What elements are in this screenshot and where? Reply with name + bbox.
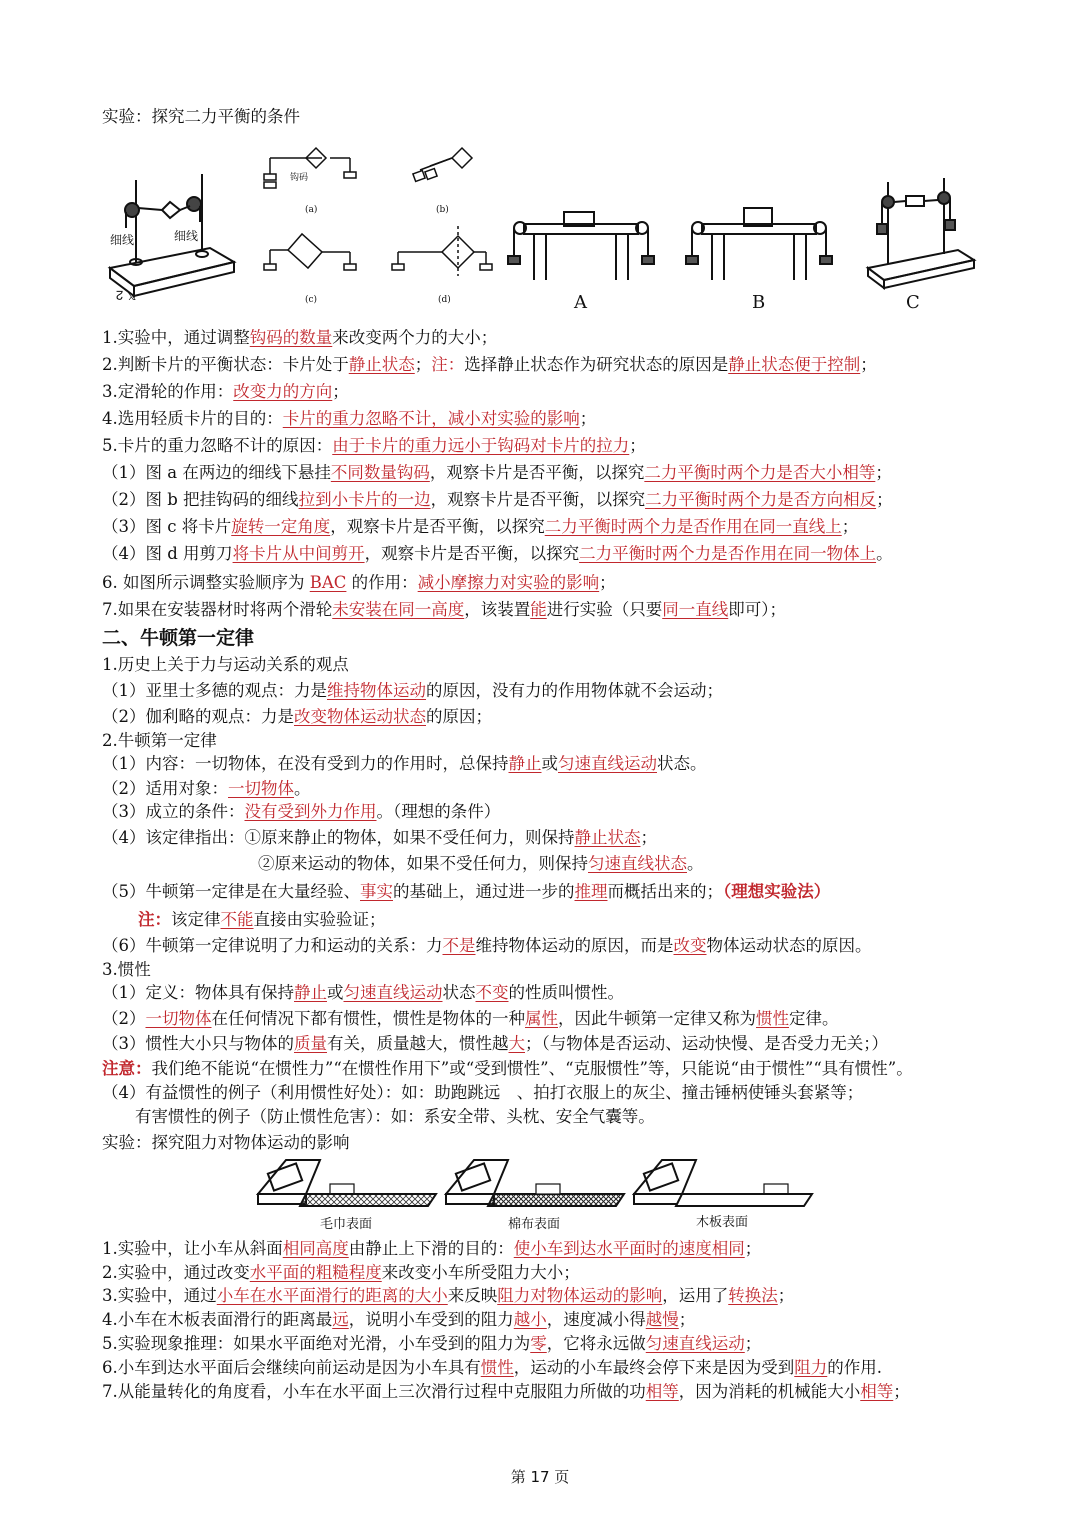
s2-item <box>102 1105 1002 1129</box>
text-segment: 状态。 <box>657 754 707 773</box>
s3-item <box>102 1237 1002 1261</box>
text-segment: 1.历史上关于力与运动关系的观点 <box>102 655 349 674</box>
text-segment: ，该装置 <box>464 600 531 619</box>
text-segment: ，观察卡片是否平衡，以探究 <box>430 490 646 509</box>
answer-blank: 静止状态 <box>574 828 641 847</box>
answer-blank: 匀速直线运动 <box>558 754 657 773</box>
text-segment: 来改变小车所受阻力大小； <box>381 1263 580 1282</box>
note-label: （理想实验法） <box>723 882 831 901</box>
s1-item <box>102 326 1002 350</box>
s2-note <box>138 908 1038 932</box>
text-segment: ，速度减小得 <box>546 1310 646 1329</box>
s2-item <box>102 800 1002 824</box>
text-segment: 有关，质量越大，惯性越 <box>327 1034 509 1053</box>
text-segment: ②原来运动的物体，如果不受任何力，则保持 <box>258 854 588 873</box>
answer-blank: 改变 <box>673 936 707 955</box>
text-segment: 4.小车在木板表面滑行的距离最 <box>102 1310 333 1329</box>
answer-blank: 由于卡片的重力远小于钩码对卡片的拉力 <box>332 436 630 455</box>
text-segment: 或 <box>327 983 344 1002</box>
answer-blank: 阻力 <box>794 1358 828 1377</box>
s2-item <box>102 981 1002 1005</box>
s2-item <box>102 826 1002 850</box>
answer-blank: 事实 <box>360 882 393 901</box>
experiment-title-balance: 实验：探究二力平衡的条件 <box>102 107 300 126</box>
answer-blank: 不是 <box>442 936 476 955</box>
text-segment: 的作用. <box>827 1358 882 1377</box>
s2-item <box>102 752 1002 776</box>
fig-label-a: (a) <box>305 205 318 215</box>
fig-label-A: A <box>574 292 587 313</box>
text-segment: 3.惯性 <box>102 960 151 979</box>
text-segment: ； <box>893 1382 910 1401</box>
text-segment: 3.实验中，通过 <box>102 1286 217 1305</box>
answer-blank: 越慢 <box>645 1310 679 1329</box>
s1-item <box>102 515 1002 539</box>
text-segment: 物体运动状态的原因。 <box>706 936 872 955</box>
text-segment: 的性质叫惯性。 <box>508 983 624 1002</box>
text-segment: 。 <box>687 854 704 873</box>
text-segment: （4）该定律指出：①原来静止的物体，如果不受任何力，则保持 <box>102 828 575 847</box>
text-segment: （4）图 d 用剪刀 <box>102 544 233 563</box>
answer-blank: 匀速直线状态 <box>588 854 687 873</box>
answer-blank: 同一直线 <box>662 600 729 619</box>
text-segment: ； <box>640 828 657 847</box>
text-segment: 5.卡片的重力忽略不计的原因： <box>102 436 333 455</box>
text-segment: 3.定滑轮的作用： <box>102 382 234 401</box>
text-segment: ，观察卡片是否平衡，以探究 <box>330 517 545 536</box>
text-segment: （4）有益惯性的例子（利用惯性好处）：如：助跑跳远 、拍打衣服上的灰尘、撞击锤柄使锤头套紧等； <box>102 1083 864 1102</box>
s1-item <box>102 380 1002 404</box>
text-segment: ； <box>860 355 877 374</box>
text-segment: （3）图 c 将卡片 <box>102 517 232 536</box>
s1-item <box>102 488 1002 512</box>
text-segment: 。（理想的条件） <box>376 802 501 821</box>
answer-blank: 静止 <box>508 754 542 773</box>
answer-blank: 改变力的方向 <box>233 382 333 401</box>
text-segment: ； <box>777 1286 795 1305</box>
answer-blank: 未安装在同一高度 <box>332 600 465 619</box>
text-segment: ，运动的小车最终会停下来是因为受到 <box>513 1358 795 1377</box>
answer-blank: 属性 <box>525 1009 558 1028</box>
card-diagram-c <box>264 234 356 305</box>
answer-blank: 二力平衡时两个力是否大小相等 <box>644 463 876 482</box>
s3-item <box>102 1380 1002 1404</box>
table-apparatus-b <box>686 208 832 313</box>
s2-item <box>102 729 1002 753</box>
text-segment: 1.实验中，通过调整 <box>102 328 250 347</box>
text-segment: （3）成立的条件： <box>102 802 245 821</box>
text-segment: ； <box>599 573 616 592</box>
answer-blank: 大 <box>508 1034 525 1053</box>
text-segment: 由静止上下滑的目的： <box>348 1239 514 1258</box>
text-segment: 来改变两个力的大小； <box>332 328 498 347</box>
answer-blank: 转换法 <box>728 1286 778 1305</box>
text-segment: 即可）； <box>728 600 786 619</box>
text-segment: 的原因，没有力的作用物体就不会运动； <box>426 681 723 700</box>
text-segment: （1）内容：一切物体，在没有受到力的作用时，总保持 <box>102 754 509 773</box>
answer-blank: 维持物体运动 <box>327 681 426 700</box>
text-segment: ，因此牛顿第一定律又称为 <box>558 1009 756 1028</box>
table-apparatus-a <box>508 212 654 313</box>
text-segment: ，说明小车受到的阻力 <box>348 1310 514 1329</box>
text-segment: （2）适用对象： <box>102 779 228 798</box>
text-segment: 的作用： <box>346 573 418 592</box>
fig-label-c: (c) <box>305 295 318 305</box>
s1-item <box>102 407 1002 431</box>
text-segment: ，观察卡片是否平衡，以探究 <box>364 544 580 563</box>
s2-item <box>102 1081 1002 1105</box>
text-segment: 来反映 <box>447 1286 498 1305</box>
text-segment: 的基础上，通过进一步的 <box>393 882 575 901</box>
text-segment: 5.实验现象推理：如果水平面绝对光滑，小车受到的阻力为 <box>102 1334 531 1353</box>
fig-label-C: C <box>906 292 920 313</box>
note-label: 注： <box>431 355 465 374</box>
answer-blank: 相等 <box>645 1382 679 1401</box>
svg-text:↊ 𝕩: ↊ 𝕩 <box>116 289 137 304</box>
s3-item <box>102 1284 1002 1308</box>
s2-item <box>102 958 1002 982</box>
answer-blank: 拉到小卡片的一边 <box>298 490 431 509</box>
text-segment: 7.如果在安装器材时将两个滑轮 <box>102 600 333 619</box>
answer-blank: 二力平衡时两个力是否方向相反 <box>645 490 877 509</box>
text-segment: 在任何情况下都有惯性，惯性是物体的一种 <box>211 1009 525 1028</box>
section-heading-newton: 二、牛顿第一定律 <box>102 627 255 649</box>
answer-blank: 小车在水平面滑行的距离的大小 <box>216 1286 448 1305</box>
text-segment: 7.从能量转化的角度看，小车在水平面上三次滑行过程中克服阻力所做的功 <box>102 1382 646 1401</box>
text-segment: （1）图 a 在两边的细线下悬挂 <box>102 463 331 482</box>
answer-blank: 静止状态便于控制 <box>728 355 861 374</box>
s1-item <box>102 542 1002 566</box>
text-segment: 我们绝不能说“在惯性力”“在惯性作用下”或“受到惯性”、“克服惯性”等，只能说“由于惯性”“具有惯性”。 <box>151 1059 913 1078</box>
note-label: 注： <box>138 910 171 929</box>
answer-blank: 越小 <box>513 1310 547 1329</box>
answer-blank: 将卡片从中间剪开 <box>232 544 365 563</box>
text-segment: ； <box>744 1334 762 1353</box>
answer-blank: 减小摩擦力对实验的影响 <box>417 573 600 592</box>
text-segment: ； <box>579 409 597 428</box>
text-segment: ； <box>744 1239 762 1258</box>
answer-blank: 一切物体 <box>145 1009 212 1028</box>
card-diagram-a <box>264 148 356 215</box>
text-segment: 进行实验（只要 <box>546 600 663 619</box>
text-segment: ； <box>332 382 349 401</box>
note-label: 注意： <box>102 1059 152 1078</box>
answer-blank: 使小车到达水平面时的速度相同 <box>513 1239 745 1258</box>
answer-blank: 能 <box>530 600 547 619</box>
text-segment: 4.选用轻质卡片的目的： <box>102 409 283 428</box>
answer-blank: 远 <box>332 1310 349 1329</box>
slope-towel <box>258 1160 436 1232</box>
answer-blank: BAC <box>309 573 347 592</box>
text-segment: ，因为消耗的机械能大小 <box>678 1382 861 1401</box>
text-segment: （2）图 b 把挂钩码的细线 <box>102 490 299 509</box>
stand-apparatus-left <box>110 174 234 304</box>
fig-label-b: (b) <box>436 205 449 215</box>
text-segment: （1）亚里士多德的观点：力是 <box>102 681 327 700</box>
text-segment: 有害惯性的例子（防止惯性危害）：如：系安全带、头枕、安全气囊等。 <box>102 1107 655 1126</box>
fig-label-hook-weight: 钩码 <box>290 173 309 183</box>
text-segment: ； <box>841 517 859 536</box>
text-segment: （3）惯性大小只与物体的 <box>102 1034 294 1053</box>
answer-blank: 不同数量钩码 <box>330 463 430 482</box>
text-segment: （6）牛顿第一定律说明了力和运动的关系：力 <box>102 936 443 955</box>
text-segment: 维持物体运动的原因，而是 <box>475 936 674 955</box>
balance-experiment-figures <box>102 140 982 318</box>
s1-item <box>102 434 1002 458</box>
fig-label-d: (d) <box>438 295 451 305</box>
answer-blank: 静止 <box>294 983 327 1002</box>
text-segment: 2.牛顿第一定律 <box>102 731 217 750</box>
answer-blank: 二力平衡时两个力是否作用在同一物体上 <box>579 544 877 563</box>
text-segment: （2）伽利略的观点：力是 <box>102 707 294 726</box>
answer-blank: 匀速直线运动 <box>343 983 443 1002</box>
answer-blank: 不变 <box>475 983 509 1002</box>
text-segment: 的原因； <box>426 707 492 726</box>
surface-label-cloth: 棉布表面 <box>508 1217 561 1232</box>
text-segment: ； <box>629 436 646 455</box>
answer-blank: 惯性 <box>480 1358 514 1377</box>
fig-label-thread-right: 细线 <box>174 229 199 243</box>
s1-item <box>102 353 1002 377</box>
s2-item <box>102 1007 1002 1031</box>
text-segment: ； <box>678 1310 696 1329</box>
s2-item <box>102 880 1002 904</box>
friction-experiment-figures <box>256 1154 816 1236</box>
text-segment: 该定律 <box>171 910 221 929</box>
answer-blank: 质量 <box>294 1034 327 1053</box>
answer-blank: 相等 <box>860 1382 894 1401</box>
answer-blank: 相同高度 <box>282 1239 349 1258</box>
stand-apparatus-c <box>868 178 974 313</box>
text-segment: ； <box>414 355 432 374</box>
card-diagram-d <box>392 226 492 305</box>
s2-item <box>102 934 1002 958</box>
slope-wood <box>634 1160 812 1230</box>
text-segment: ； <box>875 463 892 482</box>
s2-item <box>102 705 1002 729</box>
text-segment: 2.判断卡片的平衡状态：卡片处于 <box>102 355 349 374</box>
text-segment: 2.实验中，通过改变 <box>102 1263 250 1282</box>
s3-item <box>102 1356 1002 1380</box>
slope-cloth <box>446 1160 624 1232</box>
text-segment: （1）定义：物体具有保持 <box>102 983 294 1002</box>
s1-item <box>102 461 1002 485</box>
answer-blank: 改变物体运动状态 <box>294 707 426 726</box>
s2-item <box>102 653 1002 677</box>
text-segment: 选择静止状态作为研究状态的原因是 <box>464 355 729 374</box>
fig-label-thread-left: 细线 <box>110 233 135 247</box>
s1-item <box>102 598 1002 622</box>
page-number: 第 17 页 <box>510 1468 570 1486</box>
answer-blank: 推理 <box>574 882 608 901</box>
text-segment: 直接由实验验证； <box>253 910 386 929</box>
text-segment: ； <box>876 490 893 509</box>
s1-item <box>102 571 1002 595</box>
answer-blank: 一切物体 <box>228 779 294 798</box>
card-diagram-b <box>413 148 472 215</box>
answer-blank: 卡片的重力忽略不计，减小对实验的影响 <box>282 409 580 428</box>
text-segment: ，它将永远做 <box>546 1334 646 1353</box>
answer-blank: 阻力对物体运动的影响 <box>497 1286 663 1305</box>
answer-blank: 不能 <box>220 910 254 929</box>
surface-label-wood: 木板表面 <box>696 1215 749 1230</box>
s2-item <box>102 679 1002 703</box>
answer-blank: 钩码的数量 <box>249 328 333 347</box>
text-segment: 或 <box>541 754 558 773</box>
fig-label-B: B <box>752 292 766 313</box>
s3-item <box>102 1332 1002 1356</box>
answer-blank: 惯性 <box>756 1009 789 1028</box>
answer-blank: 二力平衡时两个力是否作用在同一直线上 <box>544 517 842 536</box>
s2-item <box>102 777 1002 801</box>
s2-item <box>102 1032 1002 1056</box>
answer-blank: 零 <box>530 1334 547 1353</box>
text-segment: 而概括出来的； <box>607 882 723 901</box>
answer-blank: 没有受到外力作用 <box>244 802 377 821</box>
answer-blank: 水平面的粗糙程度 <box>249 1263 382 1282</box>
surface-label-towel: 毛巾表面 <box>320 1217 373 1232</box>
answer-blank: 静止状态 <box>348 355 415 374</box>
s2-item <box>258 852 1080 876</box>
text-segment: 。 <box>294 779 311 798</box>
text-segment: ，观察卡片是否平衡，以探究 <box>429 463 645 482</box>
text-segment: 6. 如图所示调整实验顺序为 <box>102 573 310 592</box>
text-segment: 。 <box>876 544 893 563</box>
s3-item <box>102 1261 1002 1285</box>
answer-blank: 旋转一定角度 <box>231 517 331 536</box>
text-segment: ，运用了 <box>662 1286 729 1305</box>
text-segment: 定律。 <box>789 1009 839 1028</box>
text-segment: （5）牛顿第一定律是在大量经验、 <box>102 882 360 901</box>
experiment-title-friction: 实验：探究阻力对物体运动的影响 <box>102 1133 350 1152</box>
text-segment: ；（与物体是否运动、运动快慢、是否受力无关；） <box>525 1034 888 1053</box>
text-segment: 状态 <box>442 983 476 1002</box>
s3-item <box>102 1308 1002 1332</box>
s2-attention <box>102 1057 1002 1081</box>
text-segment: 6.小车到达水平面后会继续向前运动是因为小车具有 <box>102 1358 481 1377</box>
text-segment: （2） <box>102 1009 146 1028</box>
answer-blank: 匀速直线运动 <box>645 1334 745 1353</box>
text-segment: 1.实验中，让小车从斜面 <box>102 1239 283 1258</box>
